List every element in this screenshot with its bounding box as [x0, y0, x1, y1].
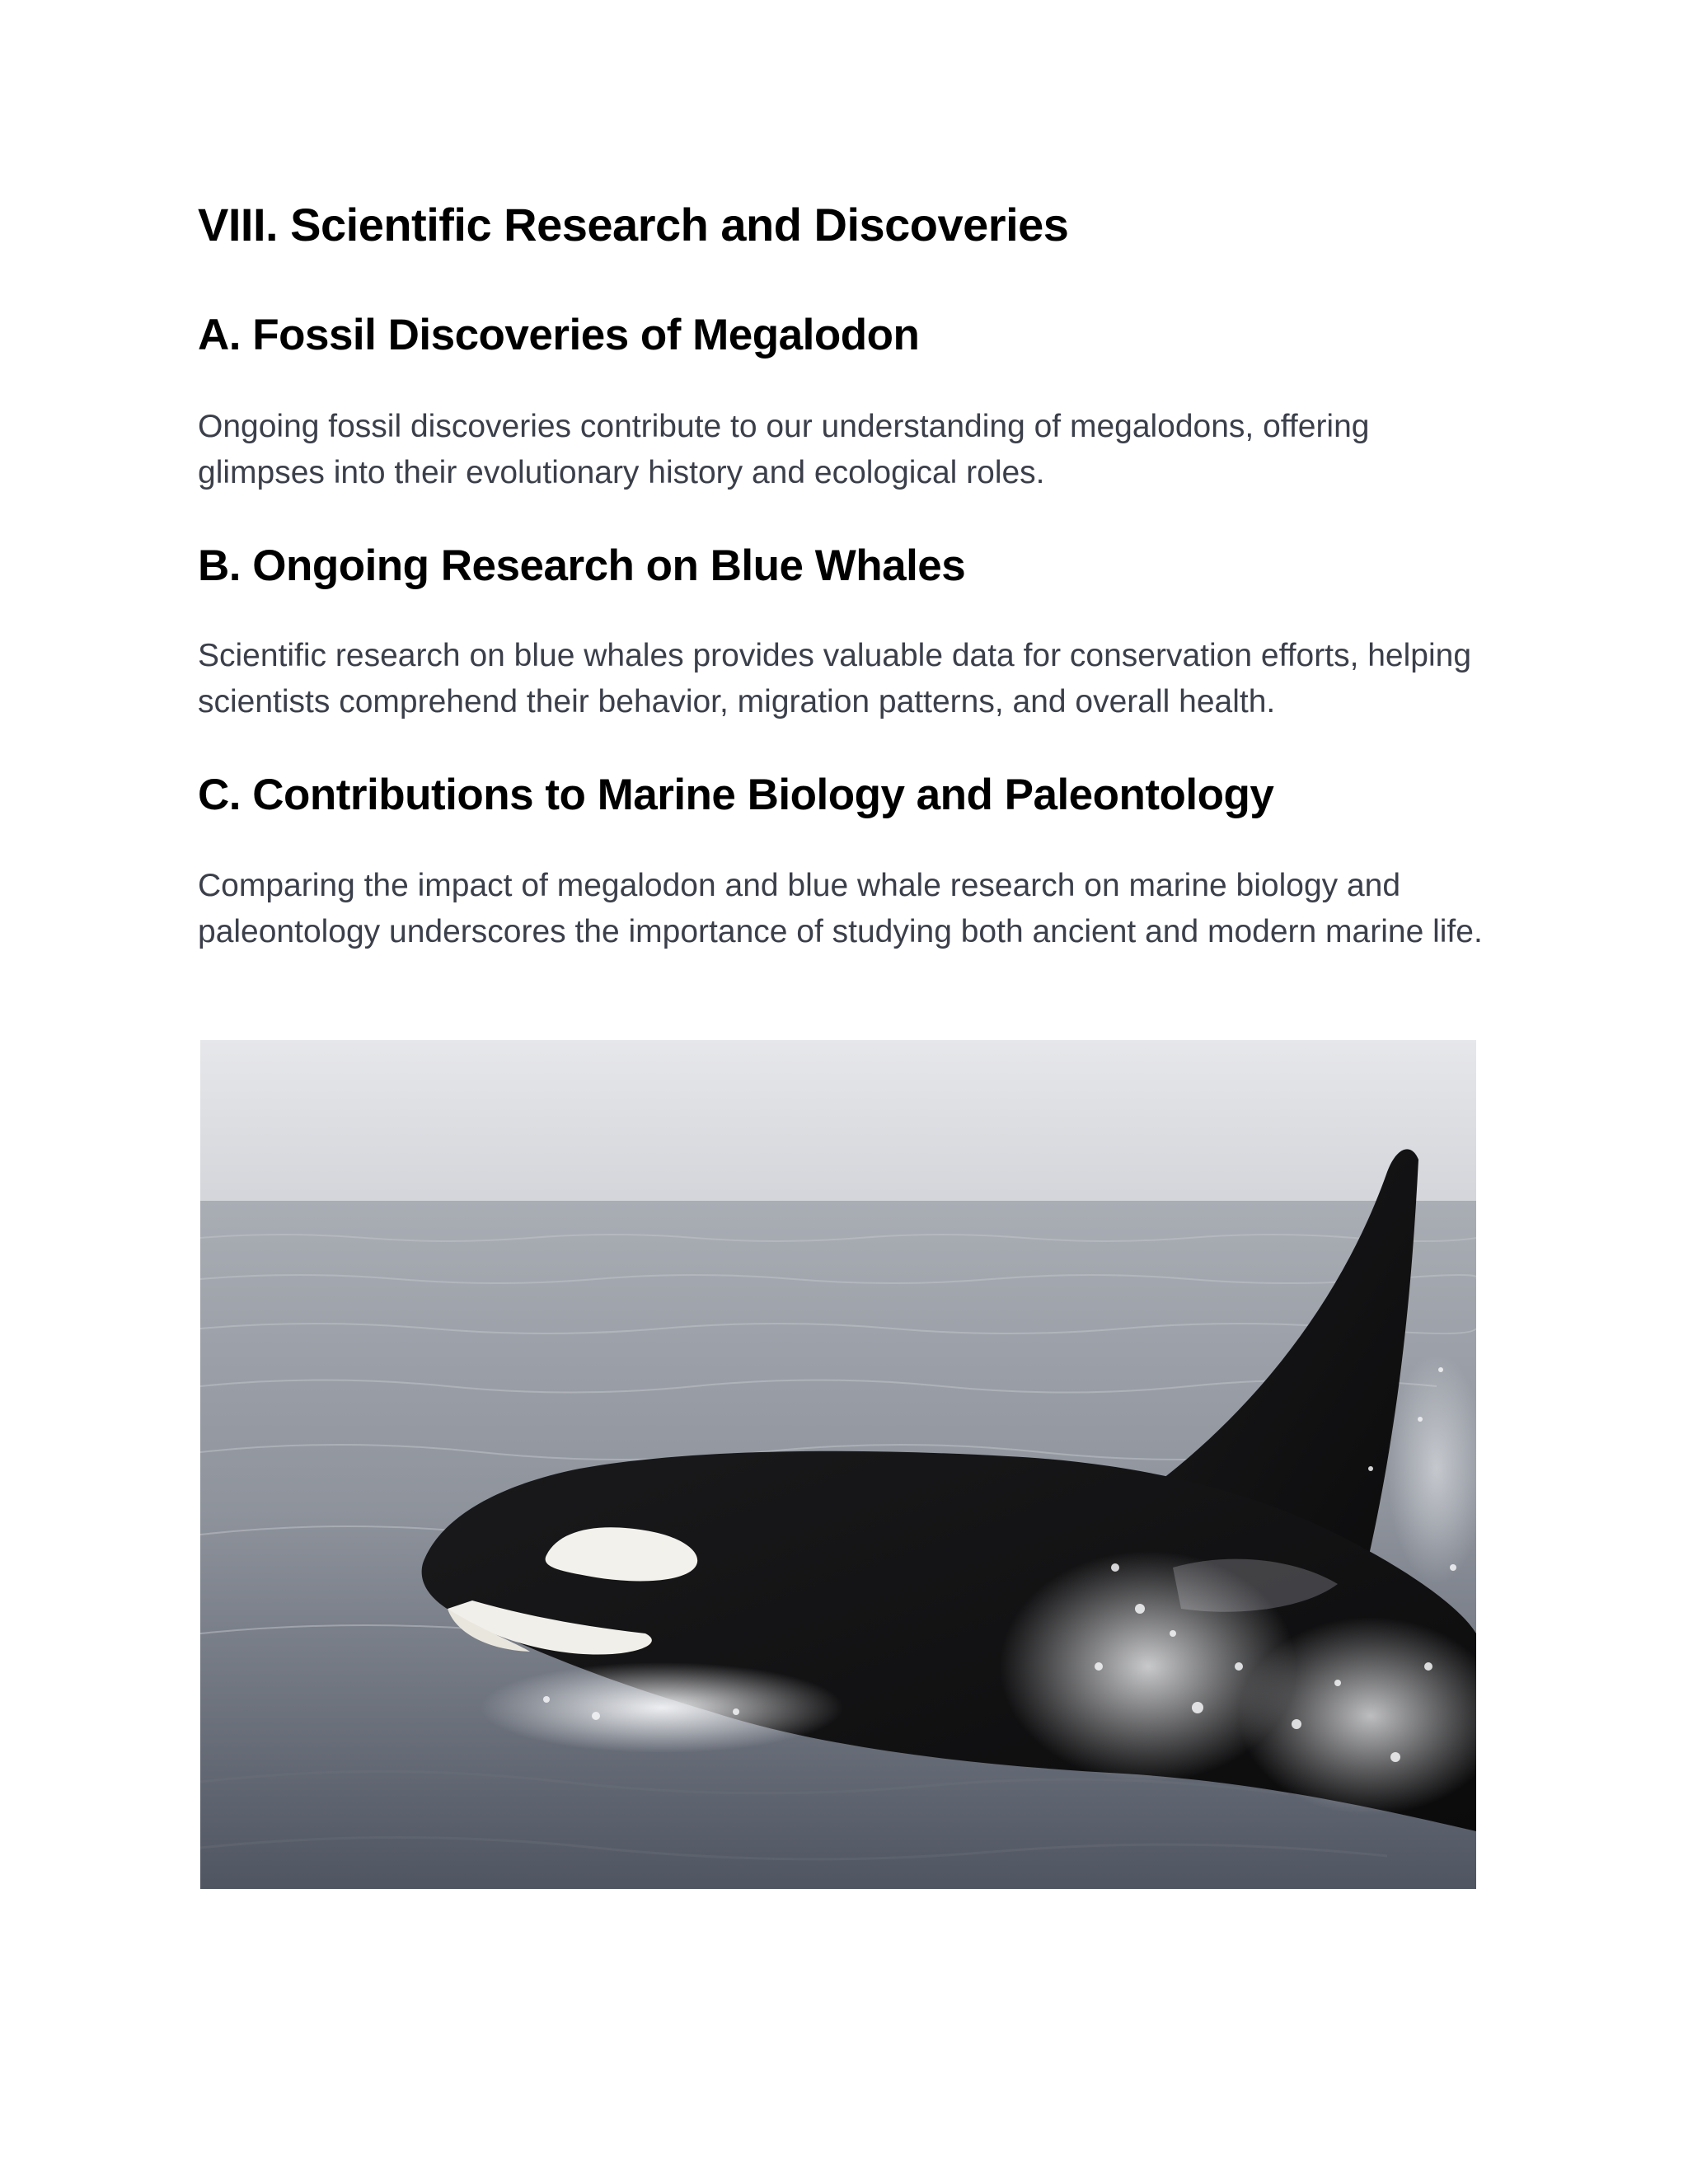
- page-title: VIII. Scientific Research and Discoveries: [198, 199, 1069, 251]
- section-body-b: Scientific research on blue whales provides valuable data for conservation efforts, helping scientists comprehend their behavior, migration patterns, and overall health.: [198, 638, 1472, 719]
- section-heading-a: A. Fossil Discoveries of Megalodon: [198, 311, 920, 359]
- orca-illustration: [200, 1040, 1476, 1889]
- section-heading-b: B. Ongoing Research on Blue Whales: [198, 541, 966, 590]
- orca-photo: [200, 1040, 1476, 1889]
- section-body-a: Ongoing fossil discoveries contribute to our understanding of megalodons, offering glimpses into their evolutionary history and ecological roles.: [198, 409, 1370, 490]
- section-heading-c: C. Contributions to Marine Biology and Paleontology: [198, 771, 1274, 819]
- section-body-c: Comparing the impact of megalodon and blue whale research on marine biology and paleontology underscores the importance of studying both ancient and modern marine life.: [198, 868, 1483, 949]
